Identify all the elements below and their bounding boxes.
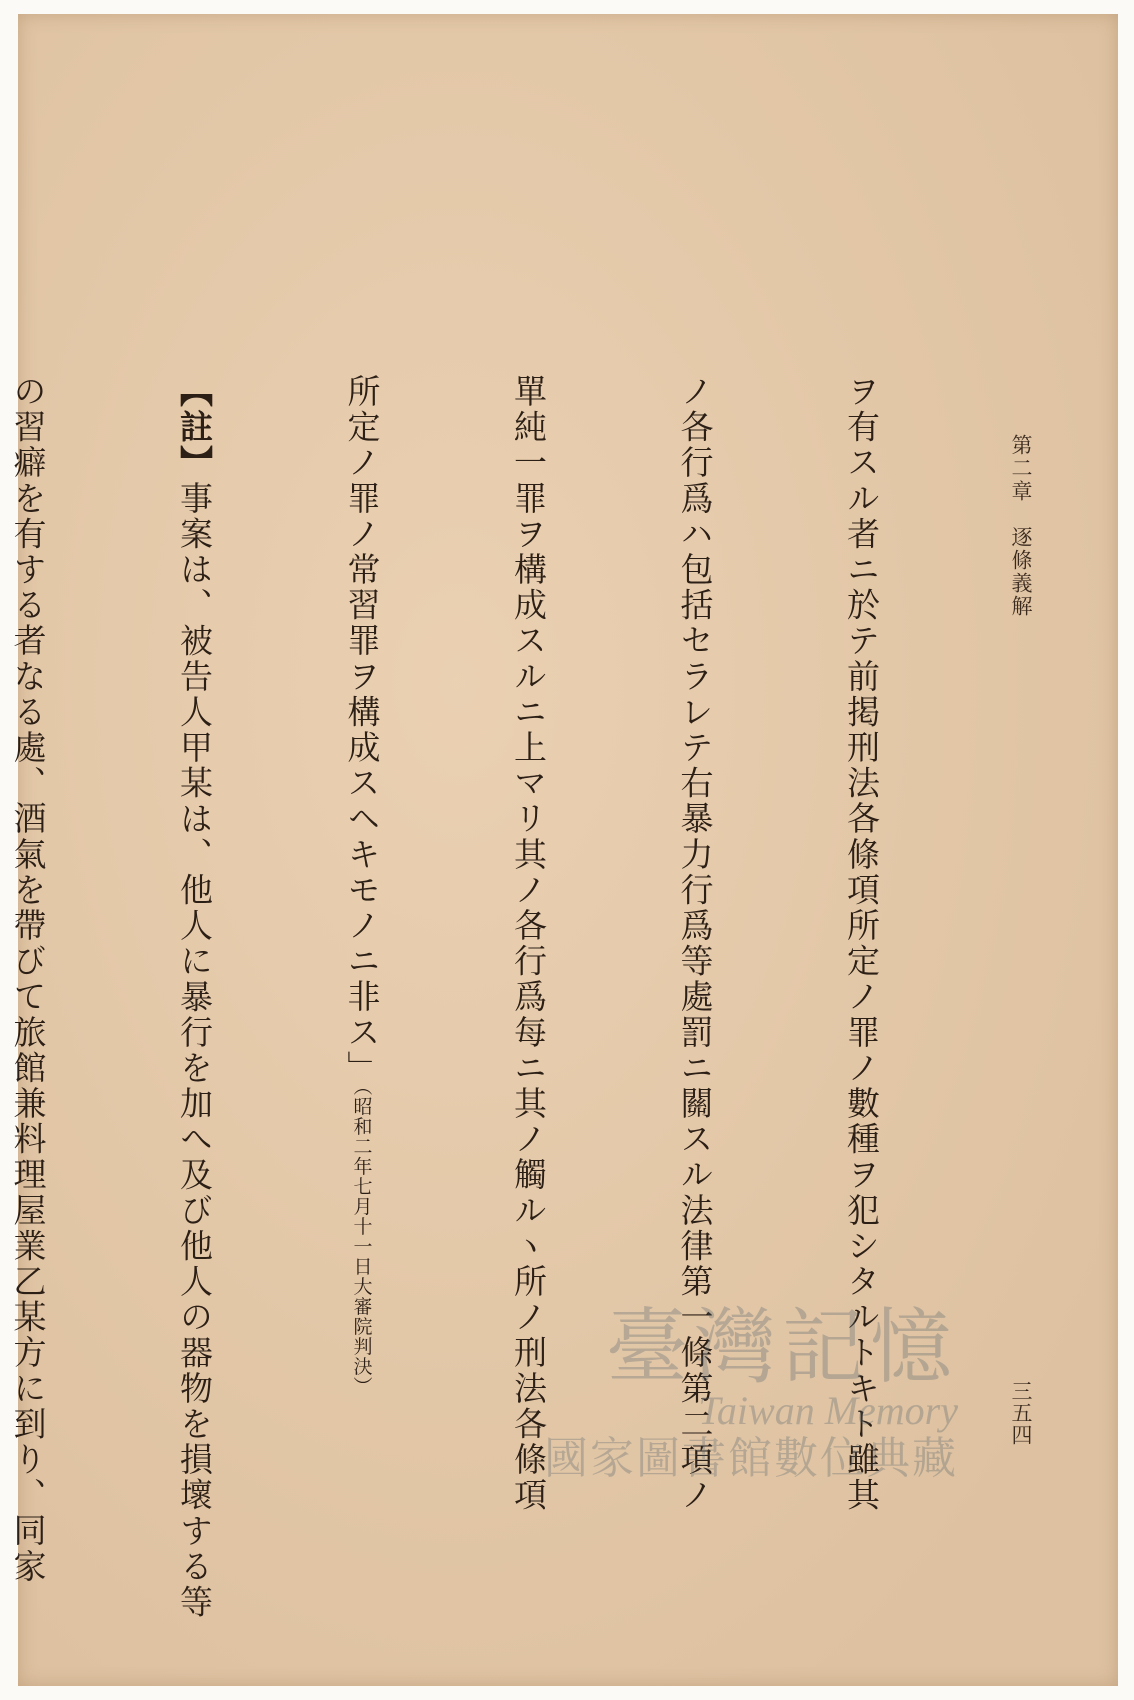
watermark-english: Taiwan Memory (698, 1388, 958, 1434)
note-marker: 【註】 (175, 374, 214, 481)
text-line: ノ各行爲ハ包括セラレテ右暴力行爲等處罰ニ關スル法律第一條第二項ノ (675, 374, 715, 1514)
running-header (1006, 434, 1036, 1446)
court-citation: （昭和二年七月十一日大審院判決） (350, 1086, 373, 1397)
watermark-institution: 國家圖書館數位典藏 (544, 1433, 958, 1485)
text-line: 單純一罪ヲ構成スルニ上マリ其ノ各行爲每ニ其ノ觸ルヽ所ノ刑法各條項 (509, 374, 548, 1514)
text-line: の習癖を有する者なる處、酒氣を帶びて旅館兼料理屋業乙某方に到り、同家 (8, 374, 48, 1585)
book-page (8, 14, 1118, 1686)
text-line (167, 374, 223, 1621)
text-line (333, 374, 390, 1544)
text-line-main: 事案は、被告人甲某は、他人に暴行を加へ及び他人の器物を損壞する等 (175, 480, 214, 1621)
chapter-title: 第二章 逐條義解 (1009, 434, 1033, 618)
text-line-main: 所定ノ罪ノ常習罪ヲ構成スヘキモノニ非ス」 (342, 374, 382, 1086)
page-number: 三五四 (1009, 1380, 1033, 1446)
text-line: ヲ有スル者ニ於テ前掲刑法各條項所定ノ罪ノ數種ヲ犯シタルトキト雖其 (842, 374, 881, 1514)
archive-watermark (544, 1300, 958, 1486)
watermark-title: 臺灣記憶 (605, 1300, 958, 1396)
